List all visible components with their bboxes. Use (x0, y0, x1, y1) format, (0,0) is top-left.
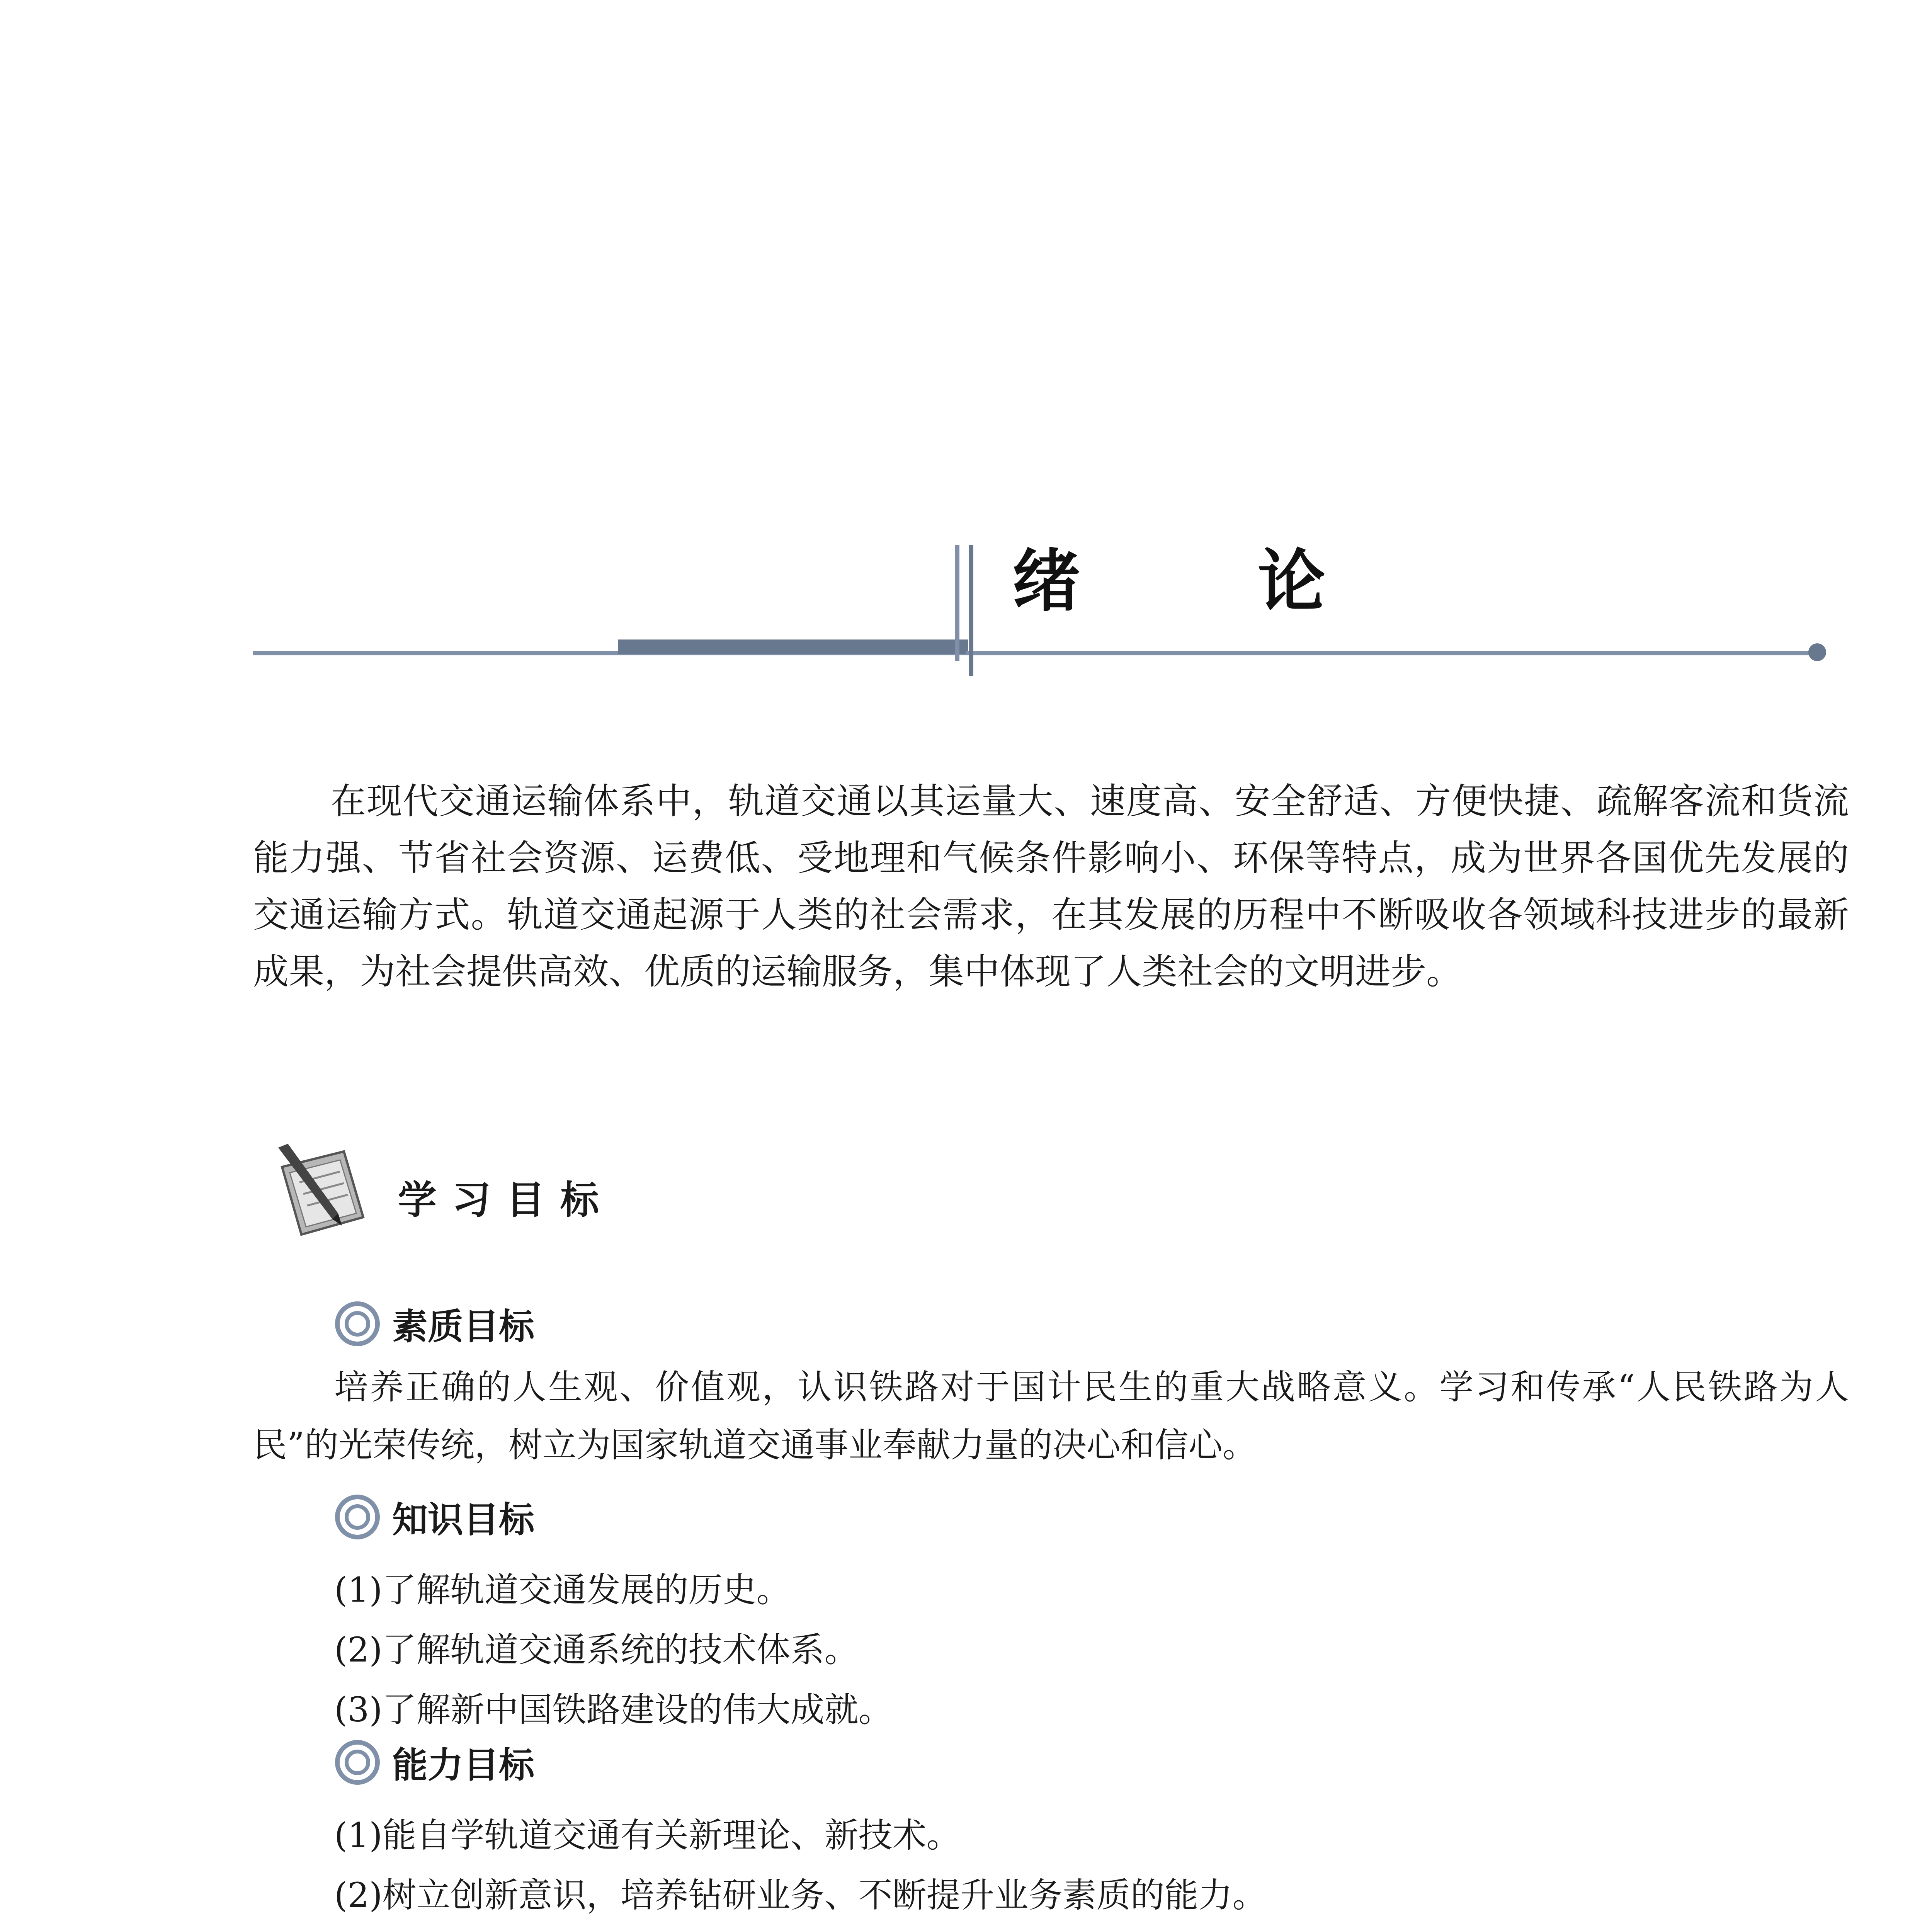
objectives-title: 学习目标 (398, 1177, 614, 1223)
knowledge-item: (2)了解轨道交通系统的技术体系。 (334, 1630, 859, 1670)
ability-item: (2)树立创新意识，培养钻研业务、不断提升业务素质的能力。 (334, 1875, 1267, 1915)
knowledge-item: (1)了解轨道交通发展的历史。 (334, 1570, 791, 1610)
quality-objective-text: 培养正确的人生观、价值观，认识铁路对于国计民生的重大战略意义。学习和传承“人民铁路为人民”的光荣传统，树立为国家轨道交通事业奉献力量的决心和信心。 (253, 1367, 1849, 1465)
header-vertical-bar (969, 545, 973, 676)
target-icon (334, 1739, 381, 1786)
quality-heading-text: 素质目标 (392, 1306, 535, 1347)
chapter-title: 绪论 (1012, 543, 1503, 621)
target-icon (334, 1301, 381, 1347)
knowledge-heading-text: 知识目标 (392, 1499, 535, 1541)
quality-objective-heading (334, 1298, 534, 1349)
target-icon (334, 1494, 381, 1540)
knowledge-objective-heading (334, 1492, 534, 1543)
header-vertical-bar (955, 545, 959, 661)
intro-paragraph: 在现代交通运输体系中，轨道交通以其运量大、速度高、安全舒适、方便快捷、疏解客流和货流能力强、节省社会资源、运费低、受地理和气候条件影响小、环保等特点，成为世界各国优先发展的交通运输方式。轨道交通起源于人类的社会需求，在其发展的历程中不断吸收各领域科技进步的最新成果，为社会提供高效、优质的运输服务，集中体现了人类社会的文明进步。 (253, 781, 1849, 992)
knowledge-item: (3)了解新中国铁路建设的伟大成就。 (334, 1690, 893, 1730)
ability-heading-text: 能力目标 (392, 1745, 535, 1786)
ability-item: (1)能自学轨道交通有关新理论、新技术。 (334, 1815, 961, 1855)
header-rule-dot (1808, 643, 1826, 661)
header-accent-bar (618, 639, 968, 654)
ability-objective-heading (334, 1737, 534, 1788)
header-rule-right (966, 651, 1820, 655)
notepad-pen-icon (267, 1140, 375, 1244)
